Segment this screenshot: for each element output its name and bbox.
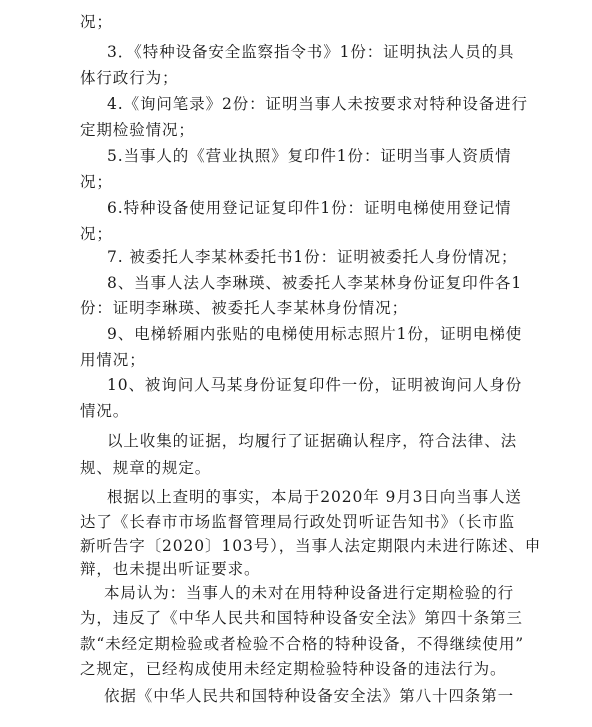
text-line: 规、规章的规定。 (80, 459, 212, 477)
text-line: 用情况； (80, 351, 146, 369)
text-line: 定期检验情况； (80, 121, 195, 139)
text-line: 款“未经定期检验或者检验不合格的特种设备，不得继续使用” (80, 635, 525, 653)
text-line: 体行政行为； (80, 69, 179, 87)
text-line: 4.《询问笔录》2份：证明当事人未按要求对特种设备进行 (107, 95, 528, 113)
text-line: 以上收集的证据，均履行了证据确认程序，符合法律、法 (107, 432, 518, 450)
text-line: 辩，也未提出听证要求。 (80, 560, 261, 578)
text-line: 况； (80, 225, 113, 243)
text-line: 7. 被委托人李某林委托书1份：证明被委托人身份情况； (107, 248, 518, 266)
text-line: 况； (80, 173, 113, 191)
text-line: 况； (80, 13, 113, 31)
text-line: 3．《特种设备安全监察指令书》1份：证明执法人员的具 (107, 43, 515, 61)
text-line: 依据《中华人民共和国特种设备安全法》第八十四条第一 (104, 687, 515, 705)
text-line: 份：证明李琳瑛、被委托人李某林身份情况； (80, 299, 409, 317)
text-line: 8、当事人法人李琳瑛、被委托人李某林身份证复印件各1 (107, 274, 523, 292)
text-line: 之规定，已经构成使用未经定期检验特种设备的违法行为。 (80, 660, 507, 678)
text-line: 根据以上查明的事实，本局于2020年 9月3日向当事人送 (107, 488, 522, 506)
text-line: 10、被询问人马某身份证复印件一份，证明被询问人身份 (107, 376, 523, 394)
text-line: 新听告字〔2020〕103号），当事人法定期限内未进行陈述、申 (80, 537, 542, 555)
text-line: 5.当事人的《营业执照》复印件1份：证明当事人资质情 (107, 147, 512, 165)
text-line: 达了《长春市市场监督管理局行政处罚听证告知书》（长市监 (80, 513, 516, 531)
text-line: 情况。 (80, 402, 130, 420)
text-line: 为，违反了《中华人民共和国特种设备安全法》第四十条第三 (80, 609, 523, 627)
text-line: 本局认为：当事人的未对在用特种设备进行定期检验的行 (104, 584, 515, 602)
text-line: 6.特种设备使用登记证复印件1份：证明电梯使用登记情 (107, 199, 512, 217)
text-line: 9、电梯轿厢内张贴的电梯使用标志照片1份，证明电梯使 (107, 325, 523, 343)
